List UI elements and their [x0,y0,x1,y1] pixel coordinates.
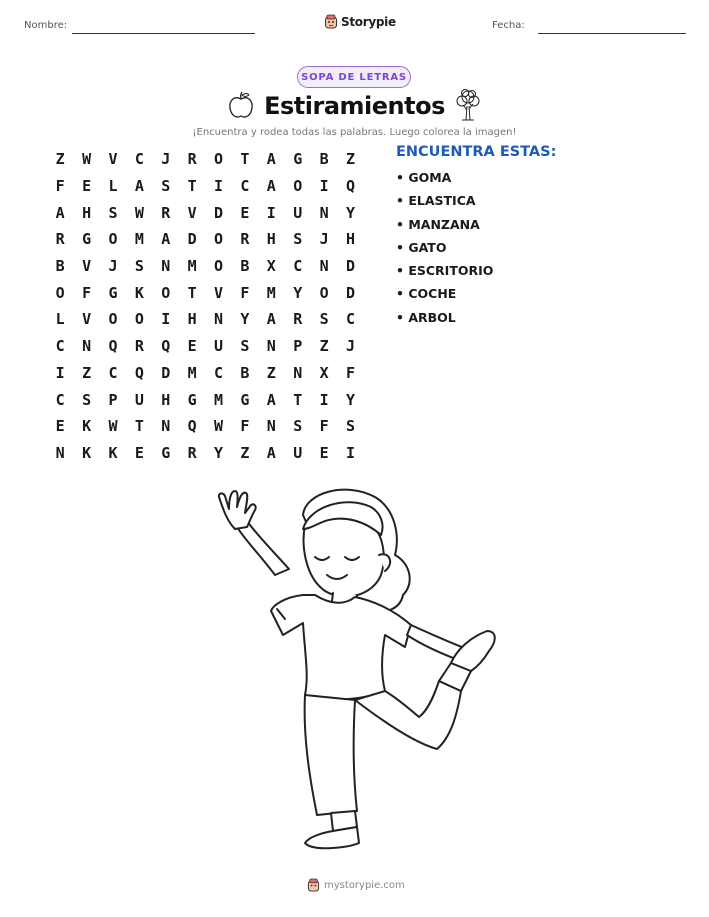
grid-letter[interactable]: W [82,150,92,169]
grid-letter[interactable]: R [240,230,250,249]
grid-letter[interactable]: A [266,443,276,462]
name-line[interactable] [72,33,255,34]
grid-letter[interactable]: P [108,390,118,409]
grid-letter[interactable]: N [266,337,276,356]
grid-letter[interactable]: O [108,310,118,329]
grid-letter[interactable]: C [134,150,144,169]
grid-letter[interactable]: X [319,363,329,382]
grid-letter[interactable]: M [187,257,197,276]
grid-letter[interactable]: X [266,257,276,276]
grid-letter[interactable]: C [108,363,118,382]
grid-letter[interactable]: T [134,417,144,436]
grid-letter[interactable]: K [82,443,92,462]
grid-letter[interactable]: R [161,203,171,222]
grid-letter[interactable]: J [161,150,171,169]
grid-letter[interactable]: I [161,310,171,329]
grid-letter[interactable]: R [187,443,197,462]
grid-letter[interactable]: R [187,150,197,169]
grid-letter[interactable]: Z [345,150,355,169]
grid-letter[interactable]: O [293,177,303,196]
brand-name: Storypie [341,15,396,29]
grid-letter[interactable]: E [240,203,250,222]
grid-letter[interactable]: C [345,310,355,329]
grid-letter[interactable]: B [319,150,329,169]
word-list-item: • GOMA [396,170,452,185]
grid-letter[interactable]: O [161,283,171,302]
word-list [396,170,493,333]
grid-letter[interactable]: K [108,443,118,462]
grid-letter[interactable]: N [319,257,329,276]
grid-letter[interactable]: A [266,150,276,169]
grid-letter[interactable]: G [161,443,171,462]
word-list-item: • COCHE [396,286,457,302]
grid-letter[interactable]: I [319,390,329,409]
storypie-mascot-icon [324,14,338,30]
grid-letter[interactable]: U [214,337,224,356]
grid-letter[interactable]: G [240,390,250,409]
grid-letter[interactable]: A [134,177,144,196]
grid-letter[interactable]: Q [187,417,197,436]
grid-letter[interactable]: A [161,230,171,249]
grid-letter[interactable]: U [293,443,303,462]
grid-letter[interactable]: F [345,363,355,382]
grid-letter[interactable]: O [319,283,329,302]
grid-letter[interactable]: D [187,230,197,249]
word-list-item: • ELASTICA [396,193,476,209]
grid-letter[interactable]: M [134,230,144,249]
grid-letter[interactable]: V [214,283,224,302]
grid-letter[interactable]: Q [134,363,144,382]
grid-letter[interactable]: W [108,417,118,436]
grid-letter[interactable]: T [293,390,303,409]
grid-letter[interactable]: S [134,257,144,276]
grid-letter[interactable]: A [266,310,276,329]
word-list-item: • MANZANA [396,216,480,232]
grid-letter[interactable]: I [214,177,224,196]
grid-letter[interactable]: B [240,363,250,382]
grid-letter[interactable]: Z [266,363,276,382]
grid-letter[interactable]: G [108,283,118,302]
grid-letter[interactable]: F [55,177,65,196]
grid-letter[interactable]: M [214,390,224,409]
word-list-title: ENCUENTRA ESTAS: [396,144,557,160]
grid-letter[interactable]: R [293,310,303,329]
grid-letter[interactable]: D [161,363,171,382]
grid-letter[interactable]: Q [108,337,118,356]
grid-letter[interactable]: B [55,257,65,276]
grid-letter[interactable]: T [187,283,197,302]
grid-letter[interactable]: V [108,150,118,169]
grid-letter[interactable]: I [55,363,65,382]
word-list-item: • ARBOL [396,309,456,325]
grid-letter[interactable]: D [214,203,224,222]
grid-letter[interactable]: T [240,150,250,169]
grid-letter[interactable]: S [108,203,118,222]
grid-letter[interactable]: N [293,363,303,382]
grid-letter[interactable]: E [134,443,144,462]
grid-letter[interactable]: O [214,150,224,169]
grid-letter[interactable]: H [161,390,171,409]
grid-letter[interactable]: Y [240,310,250,329]
grid-letter[interactable]: O [214,257,224,276]
grid-letter[interactable]: O [108,230,118,249]
grid-letter[interactable]: P [293,337,303,356]
grid-letter[interactable]: L [55,310,65,329]
grid-letter[interactable]: K [134,283,144,302]
word-list-item: • GATO [396,239,447,255]
grid-letter[interactable]: Q [345,177,355,196]
grid-letter[interactable]: E [319,443,329,462]
grid-letter[interactable]: S [161,177,171,196]
word-list-item: • ESCRITORIO [396,263,494,279]
grid-letter[interactable]: E [55,417,65,436]
grid-letter[interactable]: C [240,177,250,196]
grid-letter[interactable]: N [55,443,65,462]
grid-letter[interactable]: J [319,230,329,249]
date-line[interactable] [538,33,686,34]
grid-letter[interactable]: C [293,257,303,276]
grid-letter[interactable]: S [345,417,355,436]
grid-letter[interactable]: J [108,257,118,276]
grid-letter[interactable]: U [293,203,303,222]
puzzle-type-badge: SOPA DE LETRAS [297,66,411,88]
grid-letter[interactable]: M [187,363,197,382]
grid-letter[interactable]: E [187,337,197,356]
grid-letter[interactable]: H [345,230,355,249]
grid-letter[interactable]: G [187,390,197,409]
grid-letter[interactable]: S [319,310,329,329]
grid-letter[interactable]: N [319,203,329,222]
grid-letter[interactable]: S [293,417,303,436]
footer-url[interactable]: mystorypie.com [324,880,405,891]
page-title: Estiramientos [264,92,445,120]
grid-letter[interactable]: C [55,390,65,409]
grid-letter[interactable]: C [55,337,65,356]
grid-letter[interactable]: R [134,337,144,356]
grid-letter[interactable]: S [293,230,303,249]
grid-letter[interactable]: S [240,337,250,356]
grid-letter[interactable]: I [345,443,355,462]
grid-letter[interactable]: O [55,283,65,302]
grid-letter[interactable]: N [214,310,224,329]
grid-letter[interactable]: Y [214,443,224,462]
grid-letter[interactable]: C [214,363,224,382]
girl-stretching-illustration [205,485,505,855]
grid-letter[interactable]: I [319,177,329,196]
grid-letter[interactable]: Q [161,337,171,356]
grid-letter[interactable]: O [134,310,144,329]
name-label: Nombre: [24,20,68,31]
grid-letter[interactable]: T [187,177,197,196]
grid-letter[interactable]: V [82,257,92,276]
grid-letter[interactable]: F [319,417,329,436]
brand-logo [324,14,396,30]
grid-letter[interactable]: A [266,177,276,196]
grid-letter[interactable]: L [108,177,118,196]
grid-letter[interactable]: B [240,257,250,276]
grid-letter[interactable]: F [82,283,92,302]
date-label: Fecha: [492,20,525,31]
grid-letter[interactable]: R [55,230,65,249]
grid-letter[interactable]: F [240,417,250,436]
grid-letter[interactable]: U [134,390,144,409]
grid-letter[interactable]: I [266,203,276,222]
grid-letter[interactable]: H [82,203,92,222]
grid-letter[interactable]: H [266,230,276,249]
letter-grid [47,146,364,466]
grid-letter[interactable]: V [187,203,197,222]
grid-letter[interactable]: Y [345,203,355,222]
grid-letter[interactable]: H [187,310,197,329]
grid-letter[interactable]: G [82,230,92,249]
tree-icon [454,88,482,122]
grid-letter[interactable]: Z [82,363,92,382]
grid-letter[interactable]: W [214,417,224,436]
grid-letter[interactable]: O [214,230,224,249]
storypie-mascot-icon [307,878,320,893]
grid-letter[interactable]: K [82,417,92,436]
grid-letter[interactable]: Y [293,283,303,302]
grid-letter[interactable]: M [266,283,276,302]
grid-letter[interactable]: N [266,417,276,436]
grid-letter[interactable]: A [266,390,276,409]
grid-letter[interactable]: W [134,203,144,222]
grid-letter[interactable]: D [345,257,355,276]
grid-letter[interactable]: V [82,310,92,329]
instructions: ¡Encuentra y rodea todas las palabras. Luego colorea la imagen! [192,127,517,138]
grid-letter[interactable]: S [82,390,92,409]
grid-letter[interactable]: Z [319,337,329,356]
grid-letter[interactable]: Z [55,150,65,169]
grid-letter[interactable]: Z [240,443,250,462]
grid-letter[interactable]: Y [345,390,355,409]
footer [307,878,405,893]
grid-letter[interactable]: F [240,283,250,302]
grid-letter[interactable]: N [161,257,171,276]
grid-letter[interactable]: A [55,203,65,222]
grid-letter[interactable]: J [345,337,355,356]
grid-letter[interactable]: D [345,283,355,302]
grid-letter[interactable]: N [82,337,92,356]
grid-letter[interactable]: G [293,150,303,169]
grid-letter[interactable]: E [82,177,92,196]
grid-letter[interactable]: N [161,417,171,436]
